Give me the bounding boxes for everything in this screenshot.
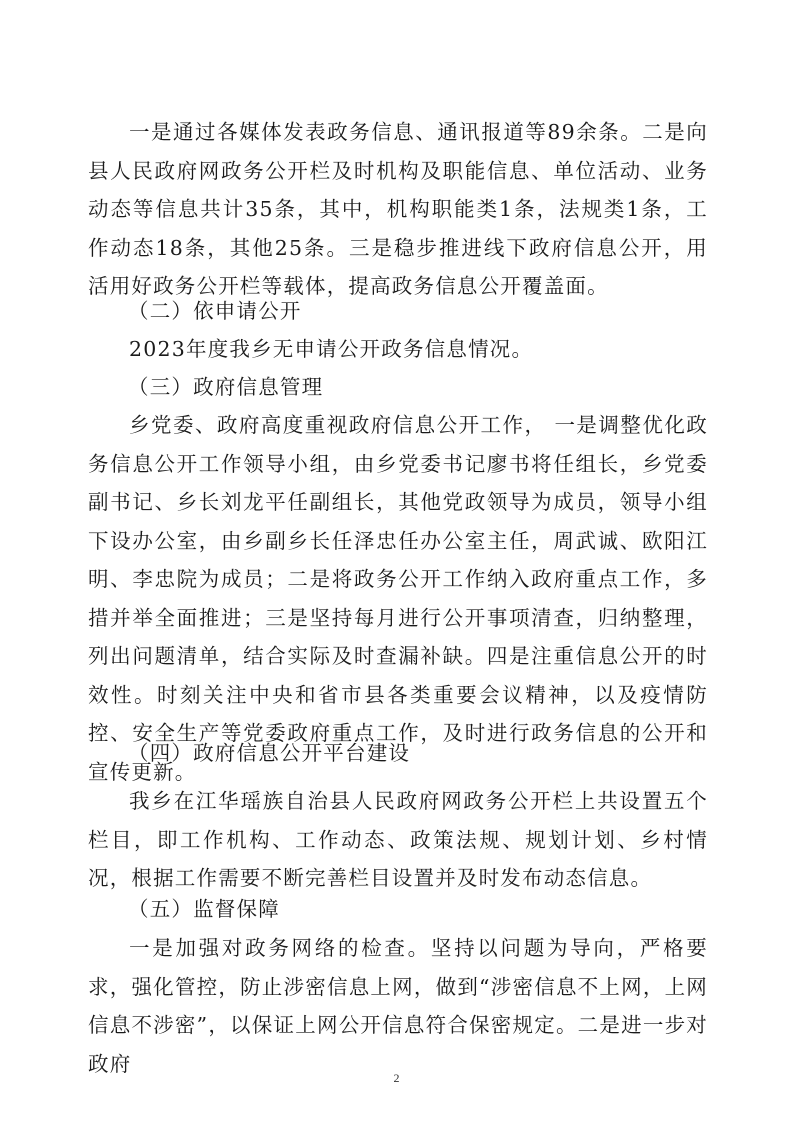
paragraph-supervision: 一是加强对政务网络的检查。坚持以问题为导向，严格要求，强化管控，防止涉密信息上网，做到“涉密信息不上网，上网信息不涉密”，以保证上网公开信息符合保密规定。二是进一步对政府	[88, 936, 708, 1076]
heading-supervision: （五）监督保障	[128, 897, 280, 921]
paragraph-info-management: 乡党委、政府高度重视政府信息公开工作， 一是调整优化政务信息公开工作领导小组，由乡党委书记廖书将任组长，乡党委副书记、乡长刘龙平任副组长，其他党政领导为成员，领导小组下设办公室，由乡副乡长任泽忠任办公室主任，周武诚、欧阳江明、李忠院为成员；二是将政务公开工作纳入政府重点工作，多措并举全面推进；三是坚持每月进行公开事项清查，归纳整理，列出问题清单，结合实际及时查漏补缺。四是注重信息公开的时效性。时刻关注中央和省市县各类重要会议精神，以及疫情防控、安全生产等党委政府重点工作，及时进行政务信息的公开和宣传更新。	[88, 413, 708, 784]
heading-platform-construction: （四）政府信息公开平台建设	[128, 741, 411, 765]
paragraph-media-publishing: 一是通过各媒体发表政务信息、通讯报道等89余条。二是向县人民政府网政务公开栏及时机构及职能信息、单位活动、业务动态等信息共计35条，其中，机构职能类1条，法规类1条，工作动态18条，其他25条。三是稳步推进线下政府信息公开，用活用好政务公开栏等载体，提高政务信息公开覆盖面。	[88, 120, 708, 298]
page-number: 2	[393, 1071, 400, 1085]
paragraph-platform-construction: 我乡在江华瑶族自治县人民政府网政务公开栏上共设置五个栏目，即工作机构、工作动态、政策法规、规划计划、乡村情况，根据工作需要不断完善栏目设置并及时发布动态信息。	[88, 789, 708, 890]
heading-info-management: （三）政府信息管理	[128, 375, 324, 399]
heading-application-disclosure: （二）依申请公开	[128, 299, 302, 323]
paragraph-no-application: 2023年度我乡无申请公开政务信息情况。	[129, 337, 534, 361]
